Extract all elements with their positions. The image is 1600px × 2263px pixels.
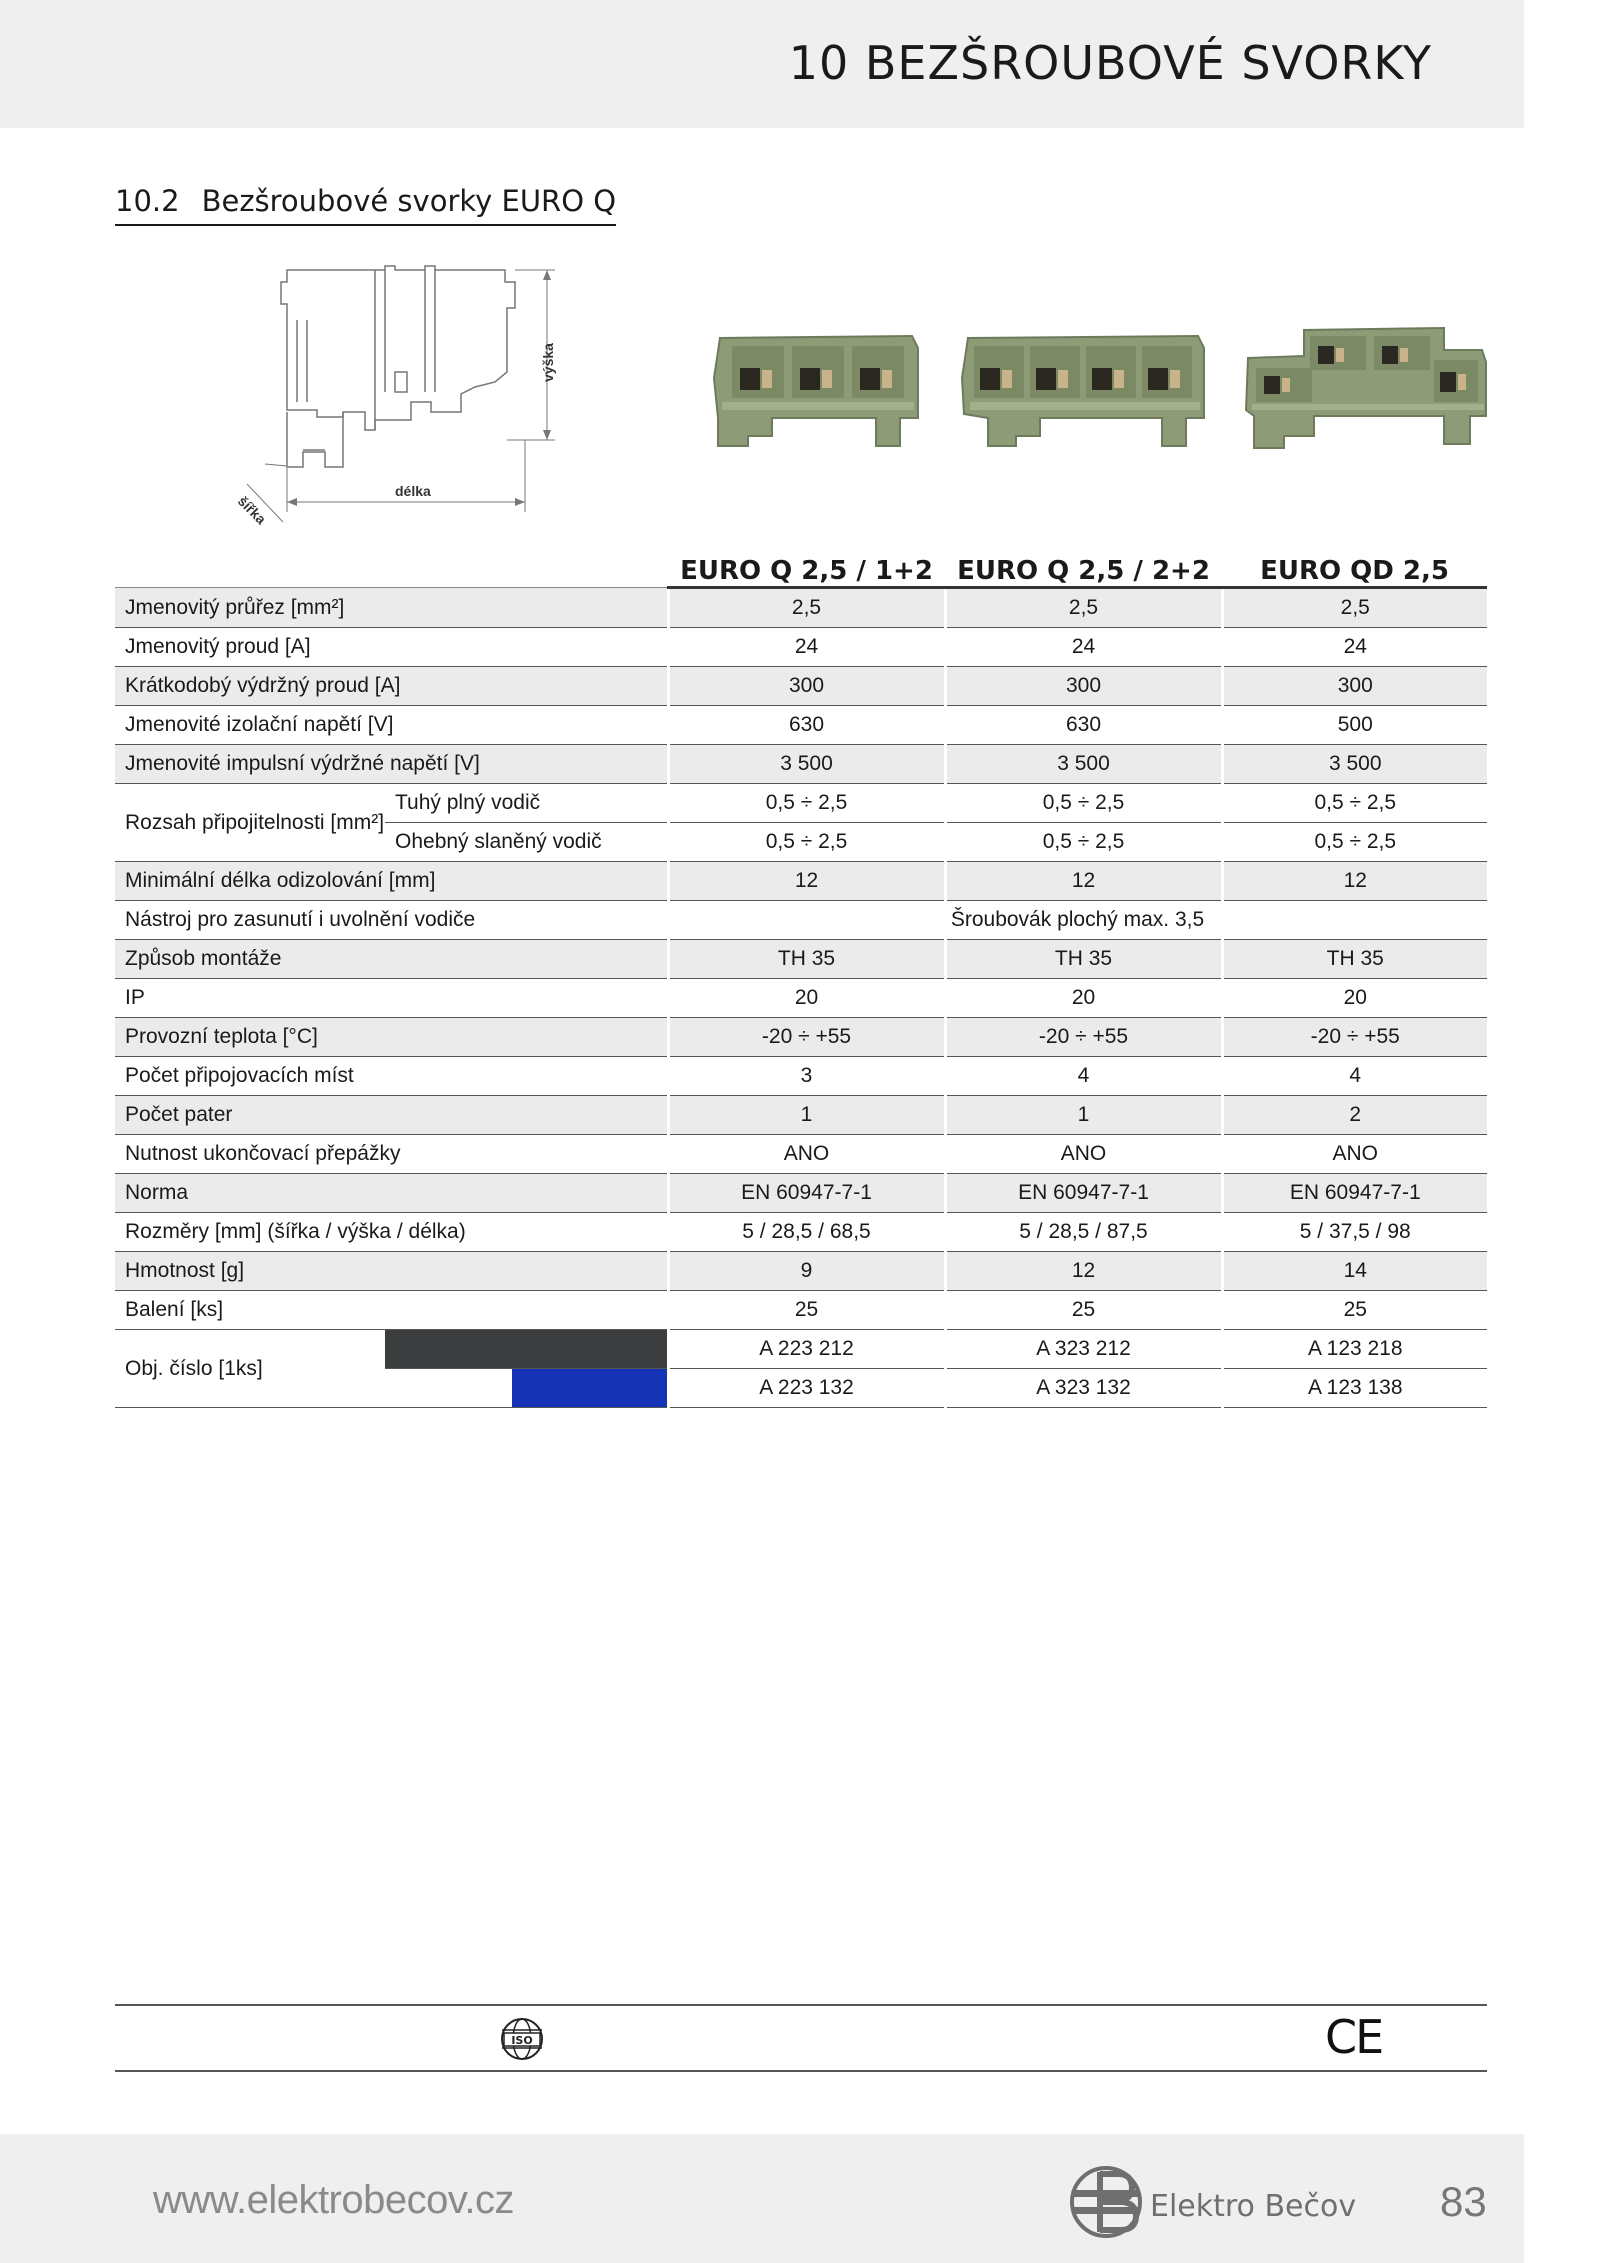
- cell: TH 35: [945, 940, 1222, 979]
- cell: A 223 132: [668, 1369, 945, 1408]
- spec-table: [115, 546, 1487, 1408]
- table-row: [115, 1135, 1487, 1174]
- row-label: IP: [115, 979, 668, 1018]
- column-header: EURO Q 2,5 / 2+2: [945, 546, 1222, 588]
- cell: 25: [945, 1291, 1222, 1330]
- table-row: [115, 1096, 1487, 1135]
- cell: 300: [668, 667, 945, 706]
- row-label: Obj. číslo [1ks]: [115, 1330, 385, 1408]
- header-band: [0, 0, 1524, 128]
- row-label: Způsob montáže: [115, 940, 668, 979]
- row-label: Balení [ks]: [115, 1291, 668, 1330]
- cell: 2,5: [945, 588, 1222, 628]
- cell: 630: [945, 706, 1222, 745]
- cell: A 323 132: [945, 1369, 1222, 1408]
- cell: 2,5: [668, 588, 945, 628]
- table-row: [115, 1057, 1487, 1096]
- certification-row: [115, 2004, 1487, 2072]
- cell: 0,5 ÷ 2,5: [1222, 784, 1487, 823]
- chapter-title: 10 BEZŠROUBOVÉ SVORKY: [788, 36, 1432, 90]
- cell: 24: [668, 628, 945, 667]
- sub-row-label: Tuhý plný vodič: [385, 784, 668, 823]
- section-title-text: Bezšroubové svorky EURO Q: [201, 184, 617, 218]
- cell: 630: [668, 706, 945, 745]
- table-row: [115, 1330, 1487, 1369]
- cell: 12: [668, 862, 945, 901]
- cell: A 223 212: [668, 1330, 945, 1369]
- cell: 3 500: [1222, 745, 1487, 784]
- color-swatch-dark: [385, 1330, 668, 1369]
- cell: 300: [945, 667, 1222, 706]
- row-label: Jmenovitý průřez [mm²]: [115, 588, 668, 628]
- table-row: [115, 784, 1487, 823]
- cell: TH 35: [1222, 940, 1487, 979]
- cell: 0,5 ÷ 2,5: [945, 823, 1222, 862]
- ce-mark-icon: CE: [1325, 2010, 1383, 2064]
- dimension-diagram: [225, 262, 575, 532]
- section-title: [115, 184, 616, 226]
- cell: A 323 212: [945, 1330, 1222, 1369]
- cell: 0,5 ÷ 2,5: [1222, 823, 1487, 862]
- table-row: [115, 1018, 1487, 1057]
- product-image-euro-q-1-2: [712, 318, 924, 458]
- cell: A 123 138: [1222, 1369, 1487, 1408]
- cell: 12: [945, 1252, 1222, 1291]
- row-label: Norma: [115, 1174, 668, 1213]
- cell: 24: [1222, 628, 1487, 667]
- cell: 24: [945, 628, 1222, 667]
- cell: 12: [1222, 862, 1487, 901]
- table-row: [115, 745, 1487, 784]
- row-label: Minimální délka odizolování [mm]: [115, 862, 668, 901]
- row-label: Jmenovité izolační napětí [V]: [115, 706, 668, 745]
- cell: EN 60947-7-1: [945, 1174, 1222, 1213]
- table-row: [115, 940, 1487, 979]
- table-row: [115, 901, 1487, 940]
- table-row: [115, 1291, 1487, 1330]
- cell: 25: [668, 1291, 945, 1330]
- cell: 500: [1222, 706, 1487, 745]
- cell: ANO: [668, 1135, 945, 1174]
- row-label: Počet připojovacích míst: [115, 1057, 668, 1096]
- table-row: [115, 1213, 1487, 1252]
- row-label: Rozměry [mm] (šířka / výška / délka): [115, 1213, 668, 1252]
- cell-merged: Šroubovák plochý max. 3,5: [668, 901, 1487, 940]
- logo-text: Elektro Bečov: [1150, 2189, 1357, 2224]
- section-number: 10.2: [115, 184, 180, 218]
- table-row: [115, 667, 1487, 706]
- cell: -20 ÷ +55: [1222, 1018, 1487, 1057]
- row-label: Počet pater: [115, 1096, 668, 1135]
- cell: -20 ÷ +55: [668, 1018, 945, 1057]
- iso-globe-icon: [499, 2016, 545, 2062]
- cell: TH 35: [668, 940, 945, 979]
- cell: 0,5 ÷ 2,5: [945, 784, 1222, 823]
- cell: 25: [1222, 1291, 1487, 1330]
- sub-row-label: Ohebný slaněný vodič: [385, 823, 668, 862]
- color-swatch-blue: [385, 1369, 668, 1408]
- row-label: Hmotnost [g]: [115, 1252, 668, 1291]
- row-label: Rozsah připojitelnosti [mm²]: [115, 784, 385, 862]
- row-label: Nutnost ukončovací přepážky: [115, 1135, 668, 1174]
- cell: 12: [945, 862, 1222, 901]
- cell: ANO: [1222, 1135, 1487, 1174]
- table-row: [115, 588, 1487, 628]
- cell: EN 60947-7-1: [1222, 1174, 1487, 1213]
- cell: ANO: [945, 1135, 1222, 1174]
- cell: 5 / 37,5 / 98: [1222, 1213, 1487, 1252]
- iso-label: ISO: [511, 2034, 533, 2047]
- cell: 3: [668, 1057, 945, 1096]
- company-logo: [1066, 2160, 1406, 2249]
- row-label: Nástroj pro zasunutí i uvolnění vodiče: [115, 901, 668, 940]
- row-label: Provozní teplota [°C]: [115, 1018, 668, 1057]
- table-row: [115, 979, 1487, 1018]
- product-image-euro-qd: [1244, 310, 1490, 460]
- cell: 3 500: [668, 745, 945, 784]
- width-label: šířka: [234, 492, 270, 528]
- cell: 0,5 ÷ 2,5: [668, 823, 945, 862]
- table-row: [115, 628, 1487, 667]
- cell: 3 500: [945, 745, 1222, 784]
- row-label: Jmenovité impulsní výdržné napětí [V]: [115, 745, 668, 784]
- cell: 300: [1222, 667, 1487, 706]
- header-blank: [115, 546, 668, 588]
- row-label: Krátkodobý výdržný proud [A]: [115, 667, 668, 706]
- cell: 1: [945, 1096, 1222, 1135]
- column-header: EURO Q 2,5 / 1+2: [668, 546, 945, 588]
- cell: 9: [668, 1252, 945, 1291]
- table-row: [115, 1252, 1487, 1291]
- cell: 5 / 28,5 / 68,5: [668, 1213, 945, 1252]
- column-header: EURO QD 2,5: [1222, 546, 1487, 588]
- table-row: [115, 1174, 1487, 1213]
- cell: 2,5: [1222, 588, 1487, 628]
- cell: 5 / 28,5 / 87,5: [945, 1213, 1222, 1252]
- cell: 4: [1222, 1057, 1487, 1096]
- cell: -20 ÷ +55: [945, 1018, 1222, 1057]
- cell: 2: [1222, 1096, 1487, 1135]
- table-row: [115, 862, 1487, 901]
- cell: 14: [1222, 1252, 1487, 1291]
- cell: 20: [945, 979, 1222, 1018]
- cell: 20: [668, 979, 945, 1018]
- cell: 4: [945, 1057, 1222, 1096]
- row-label: Jmenovitý proud [A]: [115, 628, 668, 667]
- cell: 1: [668, 1096, 945, 1135]
- cell: 0,5 ÷ 2,5: [668, 784, 945, 823]
- cell: A 123 218: [1222, 1330, 1487, 1369]
- website-link[interactable]: www.elektrobecov.cz: [153, 2178, 515, 2222]
- logo-mark-icon: [1072, 2168, 1140, 2236]
- cell: EN 60947-7-1: [668, 1174, 945, 1213]
- cell: 20: [1222, 979, 1487, 1018]
- length-label: délka: [395, 483, 431, 499]
- page-number: 83: [1440, 2178, 1487, 2225]
- height-label: výška: [540, 343, 556, 382]
- table-row: [115, 706, 1487, 745]
- product-image-euro-q-2-2: [960, 318, 1210, 458]
- table-header-row: [115, 546, 1487, 588]
